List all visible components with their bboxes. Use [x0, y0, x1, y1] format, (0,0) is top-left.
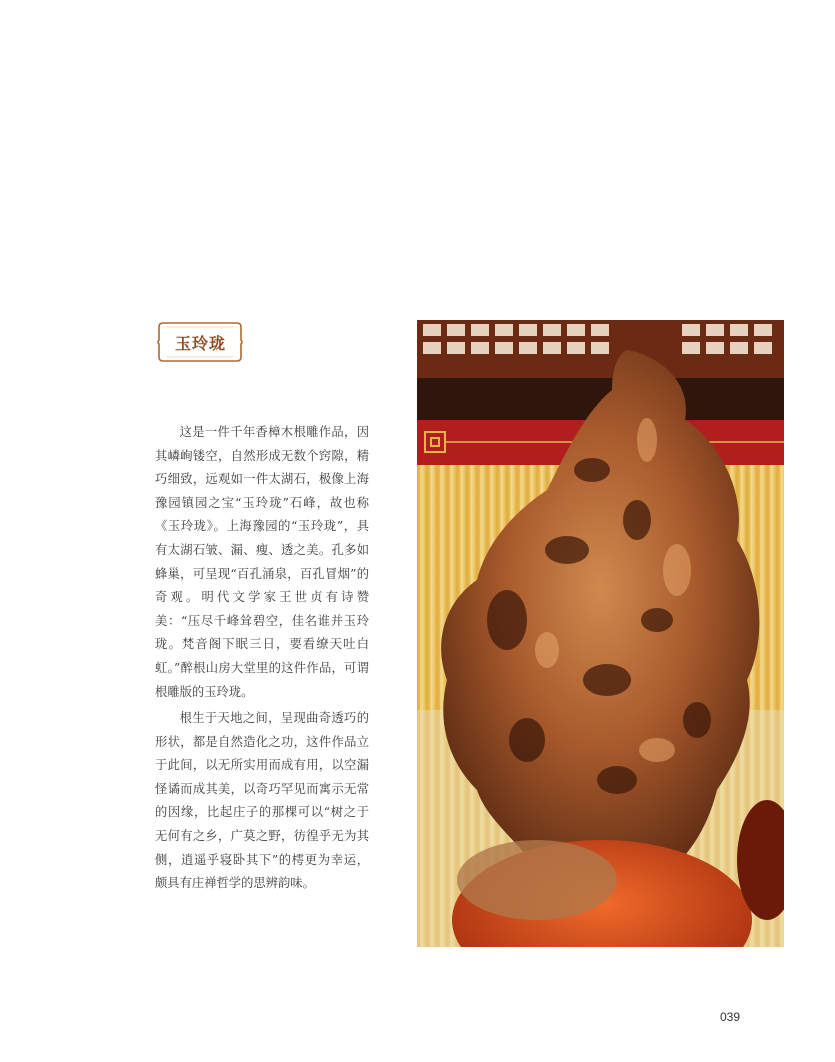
section-title-frame: [157, 320, 244, 364]
body-paragraph-1: 这是一件千年香樟木根雕作品，因其嶙峋镂空，自然形成无数个窍隙，精巧细致，远观如一件太湖石，极像上海豫园镇园之宝“玉玲珑”石峰，故也称《玉玲珑》。上海豫园的“玉玲珑”，具有太湖石皱、漏、瘦、透之美。孔多如蜂巢，可呈现“百孔涌泉，百孔冒烟”的奇观。明代文学家王世贞有诗赞美：“压尽千峰耸碧空，佳名谁并玉玲珑。梵音阁下眠三日，要看缭天吐白虹。”醉根山房大堂里的这件作品，可谓根雕版的玉玲珑。: [155, 425, 369, 699]
root-carving-image: [417, 320, 784, 947]
root-carving-photo: [417, 320, 784, 947]
section-title: 玉玲珑: [174, 333, 226, 353]
body-paragraph-2: 根生于天地之间，呈现曲奇透巧的形状，都是自然造化之功，这件作品立于此间，以无所实用而成有用，以空漏怪谲而成其美，以奇巧罕见而寓示无常的因缘，比起庄子的那棵可以“树之于无何有之乡，广莫之野，彷徨乎无为其侧，逍遥乎寝卧其下”的樗更为幸运，颇具有庄禅哲学的思辨韵味。: [155, 711, 369, 891]
page-number: 039: [720, 1010, 741, 1024]
